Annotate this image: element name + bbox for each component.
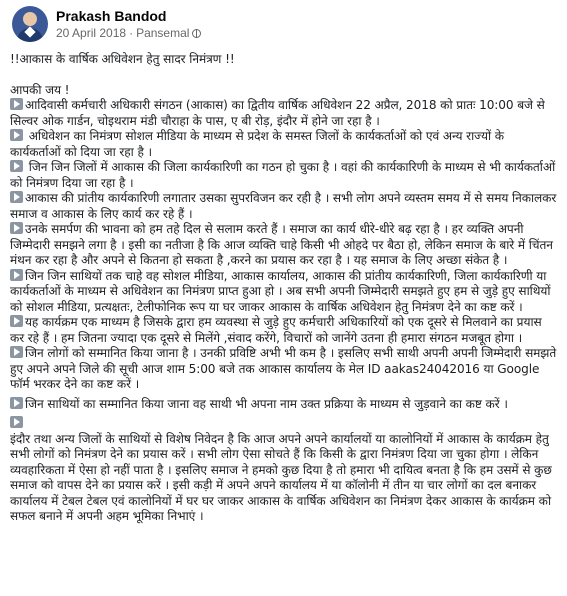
paragraph: यह कार्यक्रम एक माध्यम है जिसके द्वारा हम व्यवस्था से जुड़े हुए कर्मचारी अधिकारियों को एक दूसरे से मिलवाने का प्रयास कर रहे हैं । हम जितना ज्यादा एक दूसरे से मिलेंगे ,संवाद करेंगे, विचारों को जानेंगे उतना ही हमारा संगठन मजबूत होगा । xyxy=(10,315,542,345)
arrow-icon xyxy=(10,346,23,358)
arrow-icon xyxy=(10,98,23,110)
paragraph: जिन जिन साथियों तक चाहे वह सोशल मीडिया, आकास कार्यालय, आकास की प्रांतीय कार्यकारिणी, जिला कार्यकारिणी या कार्यकर्ताओं के माध्यम से अधिवेशन का निमंत्रण प्राप्त हुआ हो । अब सभी अपनी जिम्मेदारी समझते हुए हम से जुड़े हुए साथियों को सोशल मीडिया, प्रत्यक्षतः, टेलीफोनिक रूप या घर जाकर आकास के वार्षिक अधिवेशन हेतु निमंत्रण देने का कष्ट करें । xyxy=(10,268,551,314)
paragraph: आकास की प्रांतीय कार्यकारिणी लगातार उसका सुपरविजन कर रही है । सभी लोग अपने व्यस्तम समय में से समय निकालकर समाज व आकास के लिए कार्य कर रहे हैं । xyxy=(10,191,557,221)
paragraph: इंदौर तथा अन्य जिलों के साथियों से विशेष निवेदन है कि आज अपने अपने कार्यालयों या कालोनियों में आकास के कार्यक्रम हेतु सभी लोगों को निमंत्रण देने का प्रयास करें । सभी लोग ऐसा सोचते हैं कि किसी के द्वारा निमंत्रण दिया जा चुका होगा । लेकिन व्यवहारिकता में ऐसा हो नहीं पाता है । इसलिए समाज ने हमको कुछ दिया है तो हमारा भी दायित्व बनता है कि हम उसमें से कुछ समाज को वापस देने का प्रयास करें । इसी कड़ी में अपने अपने कार्यालय में या कॉलोनी में तीन या चार लोगों का दल बनाकर कार्यालय में टेबल टेबल एवं कालोनियों में घर घर जाकर आकास के वार्षिक अधिवेशन का निमंत्रण देकर आकास के कार्यक्रम को सफल बनाने में अपनी अहम भूमिका निभाएं । xyxy=(10,416,557,525)
paragraph: जिन जिन जिलों में आकास की जिला कार्यकारिणी का गठन हो चुका है । वहां की कार्यकारिणी के माध्यम से भी कार्यकर्ताओं को निमंत्रण दिया जा रहा है । xyxy=(10,160,556,190)
arrow-icon xyxy=(10,191,23,203)
arrow-icon xyxy=(10,222,23,234)
globe-icon xyxy=(192,29,201,38)
separator: · xyxy=(129,26,134,40)
post-header xyxy=(10,0,557,52)
post-location[interactable]: Pansemal xyxy=(136,26,190,40)
paragraph: जिन लोगों को सम्मानित किया जाना है । उनकी प्रविष्टि अभी भी कम है । इसलिए सभी साथी अपनी अपनी जिम्मेदारी समझते हुए अपने अपने जिले की सूची आज शाम 5:00 बजे तक आकास कार्यालय के मेल ID aakas24042016 या Google फॉर्म भरकर देने का कष्ट करें । xyxy=(10,346,557,391)
author-name[interactable]: Prakash Bandod xyxy=(56,8,167,24)
post-date[interactable]: 20 April 2018 xyxy=(56,26,127,40)
post-subline xyxy=(56,25,201,41)
post-body xyxy=(10,52,557,525)
author-avatar[interactable] xyxy=(12,6,48,42)
arrow-icon xyxy=(10,269,23,281)
arrow-icon xyxy=(10,315,23,327)
post-greeting: आपकी जय ! xyxy=(10,82,70,97)
paragraph: उनके समर्पण की भावना को हम तहे दिल से सलाम करते हैं । समाज का कार्य धीरे-धीरे बढ़ रहा है । हर व्यक्ति अपनी जिम्मेदारी समझने लगा है । इसी का नतीजा है कि आज व्यक्ति चाहे किसी भी ओहदे पर बैठा हो, लेकिन समाज के बारे में चिंतन मंथन कर रहा है और अपने से कितना हो सकता है ,करने का प्रयास कर रहा है । यह समाज के लिए अच्छा संकेत है । xyxy=(10,222,553,267)
arrow-icon xyxy=(10,397,23,409)
post-meta xyxy=(56,6,201,41)
arrow-icon xyxy=(10,160,23,172)
paragraph: जिन साथियों का सम्मानित किया जाना वह साथी भी अपना नाम उक्त प्रक्रिया के माध्यम से जुड़वाने का कष्ट करें । xyxy=(10,397,557,413)
paragraph: अधिवेशन का निमंत्रण सोशल मीडिया के माध्यम से प्रदेश के समस्त जिलों के कार्यकर्ताओं को एवं अन्य राज्यों के कार्यकर्ताओं को दिया जा रहा है । xyxy=(10,129,504,159)
paragraph: आदिवासी कर्मचारी अधिकारी संगठन (आकास) का द्वितीय वार्षिक अधिवेशन 22 अप्रैल, 2018 को प्रातः 10:00 बजे से सिल्वर ओक गार्डन, चोइथराम मंडी चौराहा के पास, ए बी रोड़, इंदौर में होने जा रहा है । xyxy=(10,98,545,128)
arrow-icon xyxy=(10,416,23,428)
post-title: !!आकास के वार्षिक अधिवेशन हेतु सादर निमंत्रण !! xyxy=(10,52,235,66)
arrow-icon xyxy=(10,129,23,141)
